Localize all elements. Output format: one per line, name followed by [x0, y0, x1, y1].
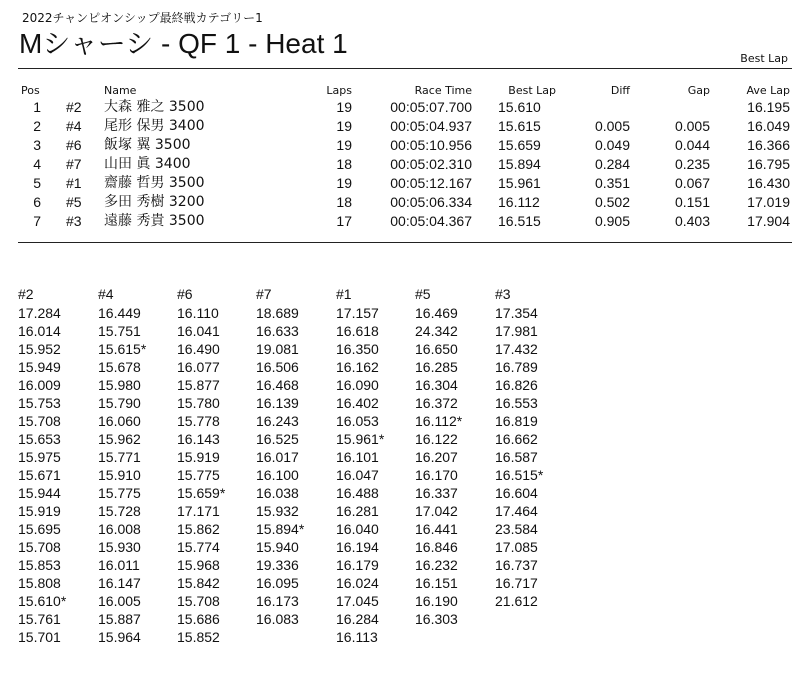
pos: 5: [33, 175, 41, 191]
lap-time: 16.173: [256, 593, 299, 609]
result-row: [0, 212, 800, 231]
result-row: [0, 136, 800, 155]
race-time: 00:05:07.700: [390, 99, 472, 115]
lap-time: 15.761: [18, 611, 61, 627]
race-time: 00:05:12.167: [390, 175, 472, 191]
result-row: [0, 193, 800, 212]
lap-time: 16.139: [256, 395, 299, 411]
lap-time: 15.808: [18, 575, 61, 591]
lap-time: 16.083: [256, 611, 299, 627]
laps: 19: [336, 137, 352, 153]
lap-time: 16.337: [415, 485, 458, 501]
lap-time: 17.045: [336, 593, 379, 609]
lap-time: 15.962: [98, 431, 141, 447]
lap-time: 15.862: [177, 521, 220, 537]
car-number: #7: [66, 156, 82, 172]
car-number: #4: [66, 118, 82, 134]
diff: 0.284: [594, 156, 630, 172]
lap-time: 16.604: [495, 485, 538, 501]
diff: 0.049: [594, 137, 630, 153]
lap-time: 15.877: [177, 377, 220, 393]
lap-time: 16.005: [98, 593, 141, 609]
lap-time: 16.110: [177, 305, 219, 321]
ave-lap: 16.195: [747, 99, 790, 115]
lap-time: 16.819: [495, 413, 538, 429]
lap-time: 15.653: [18, 431, 61, 447]
diff: 0.005: [594, 118, 630, 134]
car-number: #5: [66, 194, 82, 210]
pos: 7: [33, 213, 41, 229]
result-row: [0, 174, 800, 193]
lap-time: 15.961*: [336, 431, 385, 447]
lap-time: 23.584: [495, 521, 538, 537]
best-lap: 16.112: [498, 194, 540, 210]
lap-time: 16.350: [336, 341, 379, 357]
gap: 0.403: [674, 213, 710, 229]
lap-time: 16.143: [177, 431, 220, 447]
gap: 0.235: [674, 156, 710, 172]
pos: 1: [33, 99, 41, 115]
pos: 6: [33, 194, 41, 210]
col-header-pos: Pos: [21, 84, 40, 97]
lap-time: 15.751: [98, 323, 141, 339]
laps: 18: [336, 194, 352, 210]
lap-time: 16.633: [256, 323, 299, 339]
race-time: 00:05:04.367: [390, 213, 472, 229]
lap-column: [177, 285, 225, 646]
lap-column-header: #6: [177, 286, 193, 302]
ave-lap: 16.430: [747, 175, 790, 191]
lap-time: 15.686: [177, 611, 220, 627]
lap-time: 15.940: [256, 539, 299, 555]
race-time: 00:05:02.310: [390, 156, 472, 172]
lap-time: 15.708: [177, 593, 220, 609]
car-number: #1: [66, 175, 82, 191]
lap-time: 16.506: [256, 359, 299, 375]
lap-time: 15.615*: [98, 341, 147, 357]
lap-time: 15.671: [18, 467, 61, 483]
lap-time: 16.024: [336, 575, 379, 591]
driver-name: 飯塚 翼 3500: [104, 137, 191, 153]
race-time: 00:05:04.937: [390, 118, 472, 134]
laps: 19: [336, 118, 352, 134]
best-lap-note: Best Lap: [740, 52, 788, 65]
lap-time: 17.085: [495, 539, 538, 555]
lap-time: 16.441: [415, 521, 458, 537]
lap-time: 19.336: [256, 557, 299, 573]
lap-time: 16.846: [415, 539, 458, 555]
col-header-gap: Gap: [687, 84, 710, 97]
lap-time: 16.170: [415, 467, 458, 483]
laps: 19: [336, 99, 352, 115]
lap-column: [336, 285, 384, 646]
lap-time: 16.243: [256, 413, 299, 429]
lap-time: 16.009: [18, 377, 61, 393]
lap-time: 16.095: [256, 575, 299, 591]
lap-column: [415, 285, 462, 628]
result-row: [0, 155, 800, 174]
lap-time: 16.101: [336, 449, 379, 465]
lap-time: 17.284: [18, 305, 61, 321]
lap-column-header: #5: [415, 286, 431, 302]
lap-time: 16.618: [336, 323, 379, 339]
lap-time: 15.842: [177, 575, 220, 591]
lap-time: 15.610*: [18, 593, 67, 609]
lap-time: 15.780: [177, 395, 220, 411]
lap-time: 16.587: [495, 449, 538, 465]
lap-time: 16.402: [336, 395, 379, 411]
lap-time: 16.077: [177, 359, 220, 375]
lap-time: 15.919: [18, 503, 61, 519]
laps: 17: [336, 213, 352, 229]
lap-time: 16.147: [98, 575, 141, 591]
lap-time: 16.008: [98, 521, 141, 537]
lap-column-header: #4: [98, 286, 114, 302]
best-lap: 15.610: [498, 99, 541, 115]
gap: 0.151: [674, 194, 710, 210]
lap-time: 16.304: [415, 377, 458, 393]
lap-time: 16.372: [415, 395, 458, 411]
lap-time: 16.826: [495, 377, 538, 393]
laps: 19: [336, 175, 352, 191]
gap: 0.005: [674, 118, 710, 134]
lap-time: 15.728: [98, 503, 141, 519]
lap-time: 16.488: [336, 485, 379, 501]
result-row: [0, 117, 800, 136]
lap-time: 15.678: [98, 359, 141, 375]
lap-column-header: #2: [18, 286, 34, 302]
best-lap: 15.894: [498, 156, 541, 172]
lap-time: 16.515*: [495, 467, 544, 483]
lap-time: 19.081: [256, 341, 299, 357]
header-rule: [18, 68, 792, 69]
lap-column: [256, 285, 304, 628]
results-bottom-rule: [18, 242, 792, 243]
col-header-race-time: Race Time: [414, 84, 472, 97]
diff: 0.351: [594, 175, 630, 191]
lap-time: 16.100: [256, 467, 299, 483]
lap-time: 15.708: [18, 413, 61, 429]
col-header-name: Name: [104, 84, 137, 97]
lap-time: 16.194: [336, 539, 379, 555]
result-row: [0, 98, 800, 117]
lap-time: 21.612: [495, 593, 538, 609]
driver-name: 尾形 保男 3400: [104, 118, 205, 134]
lap-time: 16.650: [415, 341, 458, 357]
best-lap: 15.659: [498, 137, 541, 153]
lap-time: 16.281: [336, 503, 379, 519]
gap: 0.067: [674, 175, 710, 191]
lap-time: 15.932: [256, 503, 299, 519]
diff: 0.502: [594, 194, 630, 210]
lap-time: 15.708: [18, 539, 61, 555]
lap-time: 16.285: [415, 359, 458, 375]
lap-time: 16.151: [415, 575, 458, 591]
lap-time: 16.053: [336, 413, 379, 429]
lap-time: 16.090: [336, 377, 379, 393]
lap-time: 17.354: [495, 305, 538, 321]
car-number: #6: [66, 137, 82, 153]
driver-name: 山田 眞 3400: [104, 156, 191, 172]
lap-time: 17.981: [495, 323, 538, 339]
lap-time: 16.040: [336, 521, 379, 537]
lap-time: 15.790: [98, 395, 141, 411]
best-lap: 16.515: [498, 213, 541, 229]
ave-lap: 16.049: [747, 118, 790, 134]
lap-time: 16.014: [18, 323, 61, 339]
lap-time: 18.689: [256, 305, 299, 321]
lap-time: 17.464: [495, 503, 538, 519]
col-header-laps: Laps: [326, 84, 352, 97]
car-number: #3: [66, 213, 82, 229]
lap-time: 15.852: [177, 629, 220, 645]
lap-time: 16.038: [256, 485, 299, 501]
lap-time: 15.968: [177, 557, 220, 573]
lap-time: 15.775: [177, 467, 220, 483]
ave-lap: 17.019: [747, 194, 790, 210]
driver-name: 多田 秀樹 3200: [104, 194, 205, 210]
lap-time: 16.207: [415, 449, 458, 465]
lap-time: 15.701: [18, 629, 61, 645]
lap-time: 16.041: [177, 323, 220, 339]
lap-time: 16.490: [177, 341, 220, 357]
ave-lap: 16.795: [747, 156, 790, 172]
lap-time: 16.162: [336, 359, 379, 375]
lap-time: 15.778: [177, 413, 220, 429]
race-time: 00:05:10.956: [390, 137, 472, 153]
lap-time: 16.179: [336, 557, 379, 573]
driver-name: 遠藤 秀貴 3500: [104, 213, 205, 229]
lap-time: 16.122: [415, 431, 458, 447]
lap-time: 15.774: [177, 539, 220, 555]
lap-time: 16.525: [256, 431, 299, 447]
driver-name: 大森 雅之 3500: [104, 99, 205, 115]
lap-time: 15.980: [98, 377, 141, 393]
lap-time: 16.737: [495, 557, 538, 573]
lap-time: 17.171: [177, 503, 220, 519]
lap-time: 15.894*: [256, 521, 305, 537]
lap-time: 15.952: [18, 341, 61, 357]
lap-time: 17.042: [415, 503, 458, 519]
laps: 18: [336, 156, 352, 172]
lap-column-header: #3: [495, 286, 511, 302]
lap-time: 16.113: [336, 629, 378, 645]
lap-time: 17.157: [336, 305, 379, 321]
lap-column-header: #7: [256, 286, 272, 302]
lap-time: 16.449: [98, 305, 141, 321]
lap-time: 15.753: [18, 395, 61, 411]
lap-time: 16.060: [98, 413, 141, 429]
col-header-ave-lap: Ave Lap: [746, 84, 790, 97]
lap-time: 16.112*: [415, 413, 463, 429]
ave-lap: 16.366: [747, 137, 790, 153]
lap-time: 15.887: [98, 611, 141, 627]
pos: 2: [33, 118, 41, 134]
race-time: 00:05:06.334: [390, 194, 472, 210]
lap-column: [495, 285, 543, 610]
lap-time: 16.017: [256, 449, 299, 465]
col-header-diff: Diff: [610, 84, 630, 97]
diff: 0.905: [594, 213, 630, 229]
car-number: #2: [66, 99, 82, 115]
lap-time: 16.789: [495, 359, 538, 375]
lap-time: 16.553: [495, 395, 538, 411]
lap-time: 16.469: [415, 305, 458, 321]
ave-lap: 17.904: [747, 213, 790, 229]
results-table: [0, 84, 800, 231]
lap-time: 15.771: [98, 449, 141, 465]
lap-time: 16.468: [256, 377, 299, 393]
lap-time: 16.284: [336, 611, 379, 627]
best-lap: 15.961: [498, 175, 541, 191]
lap-time: 24.342: [415, 323, 458, 339]
gap: 0.044: [674, 137, 710, 153]
lap-time: 15.853: [18, 557, 61, 573]
lap-time: 16.232: [415, 557, 458, 573]
lap-column: [18, 285, 66, 646]
lap-time: 15.949: [18, 359, 61, 375]
page-title: Mシャーシ - QF 1 - Heat 1: [19, 28, 348, 59]
lap-time: 15.964: [98, 629, 141, 645]
lap-time: 15.944: [18, 485, 61, 501]
lap-time: 16.011: [98, 557, 140, 573]
lap-time: 16.047: [336, 467, 379, 483]
lap-column: [98, 285, 146, 646]
col-header-best-lap: Best Lap: [508, 84, 556, 97]
lap-time: 15.930: [98, 539, 141, 555]
driver-name: 齋藤 哲男 3500: [104, 175, 205, 191]
lap-time: 16.303: [415, 611, 458, 627]
lap-time: 15.695: [18, 521, 61, 537]
lap-time: 15.910: [98, 467, 141, 483]
best-lap: 15.615: [498, 118, 541, 134]
lap-time: 16.662: [495, 431, 538, 447]
pos: 3: [33, 137, 41, 153]
results-header-row: [0, 84, 800, 98]
lap-time: 16.190: [415, 593, 458, 609]
pos: 4: [33, 156, 41, 172]
lap-time: 15.919: [177, 449, 220, 465]
lap-column-header: #1: [336, 286, 352, 302]
lap-time: 17.432: [495, 341, 538, 357]
lap-time: 16.717: [495, 575, 538, 591]
lap-time: 15.775: [98, 485, 141, 501]
lap-time: 15.975: [18, 449, 61, 465]
lap-time: 15.659*: [177, 485, 226, 501]
event-subtitle: 2022チャンピオンシップ最終戦カテゴリー1: [22, 11, 263, 25]
